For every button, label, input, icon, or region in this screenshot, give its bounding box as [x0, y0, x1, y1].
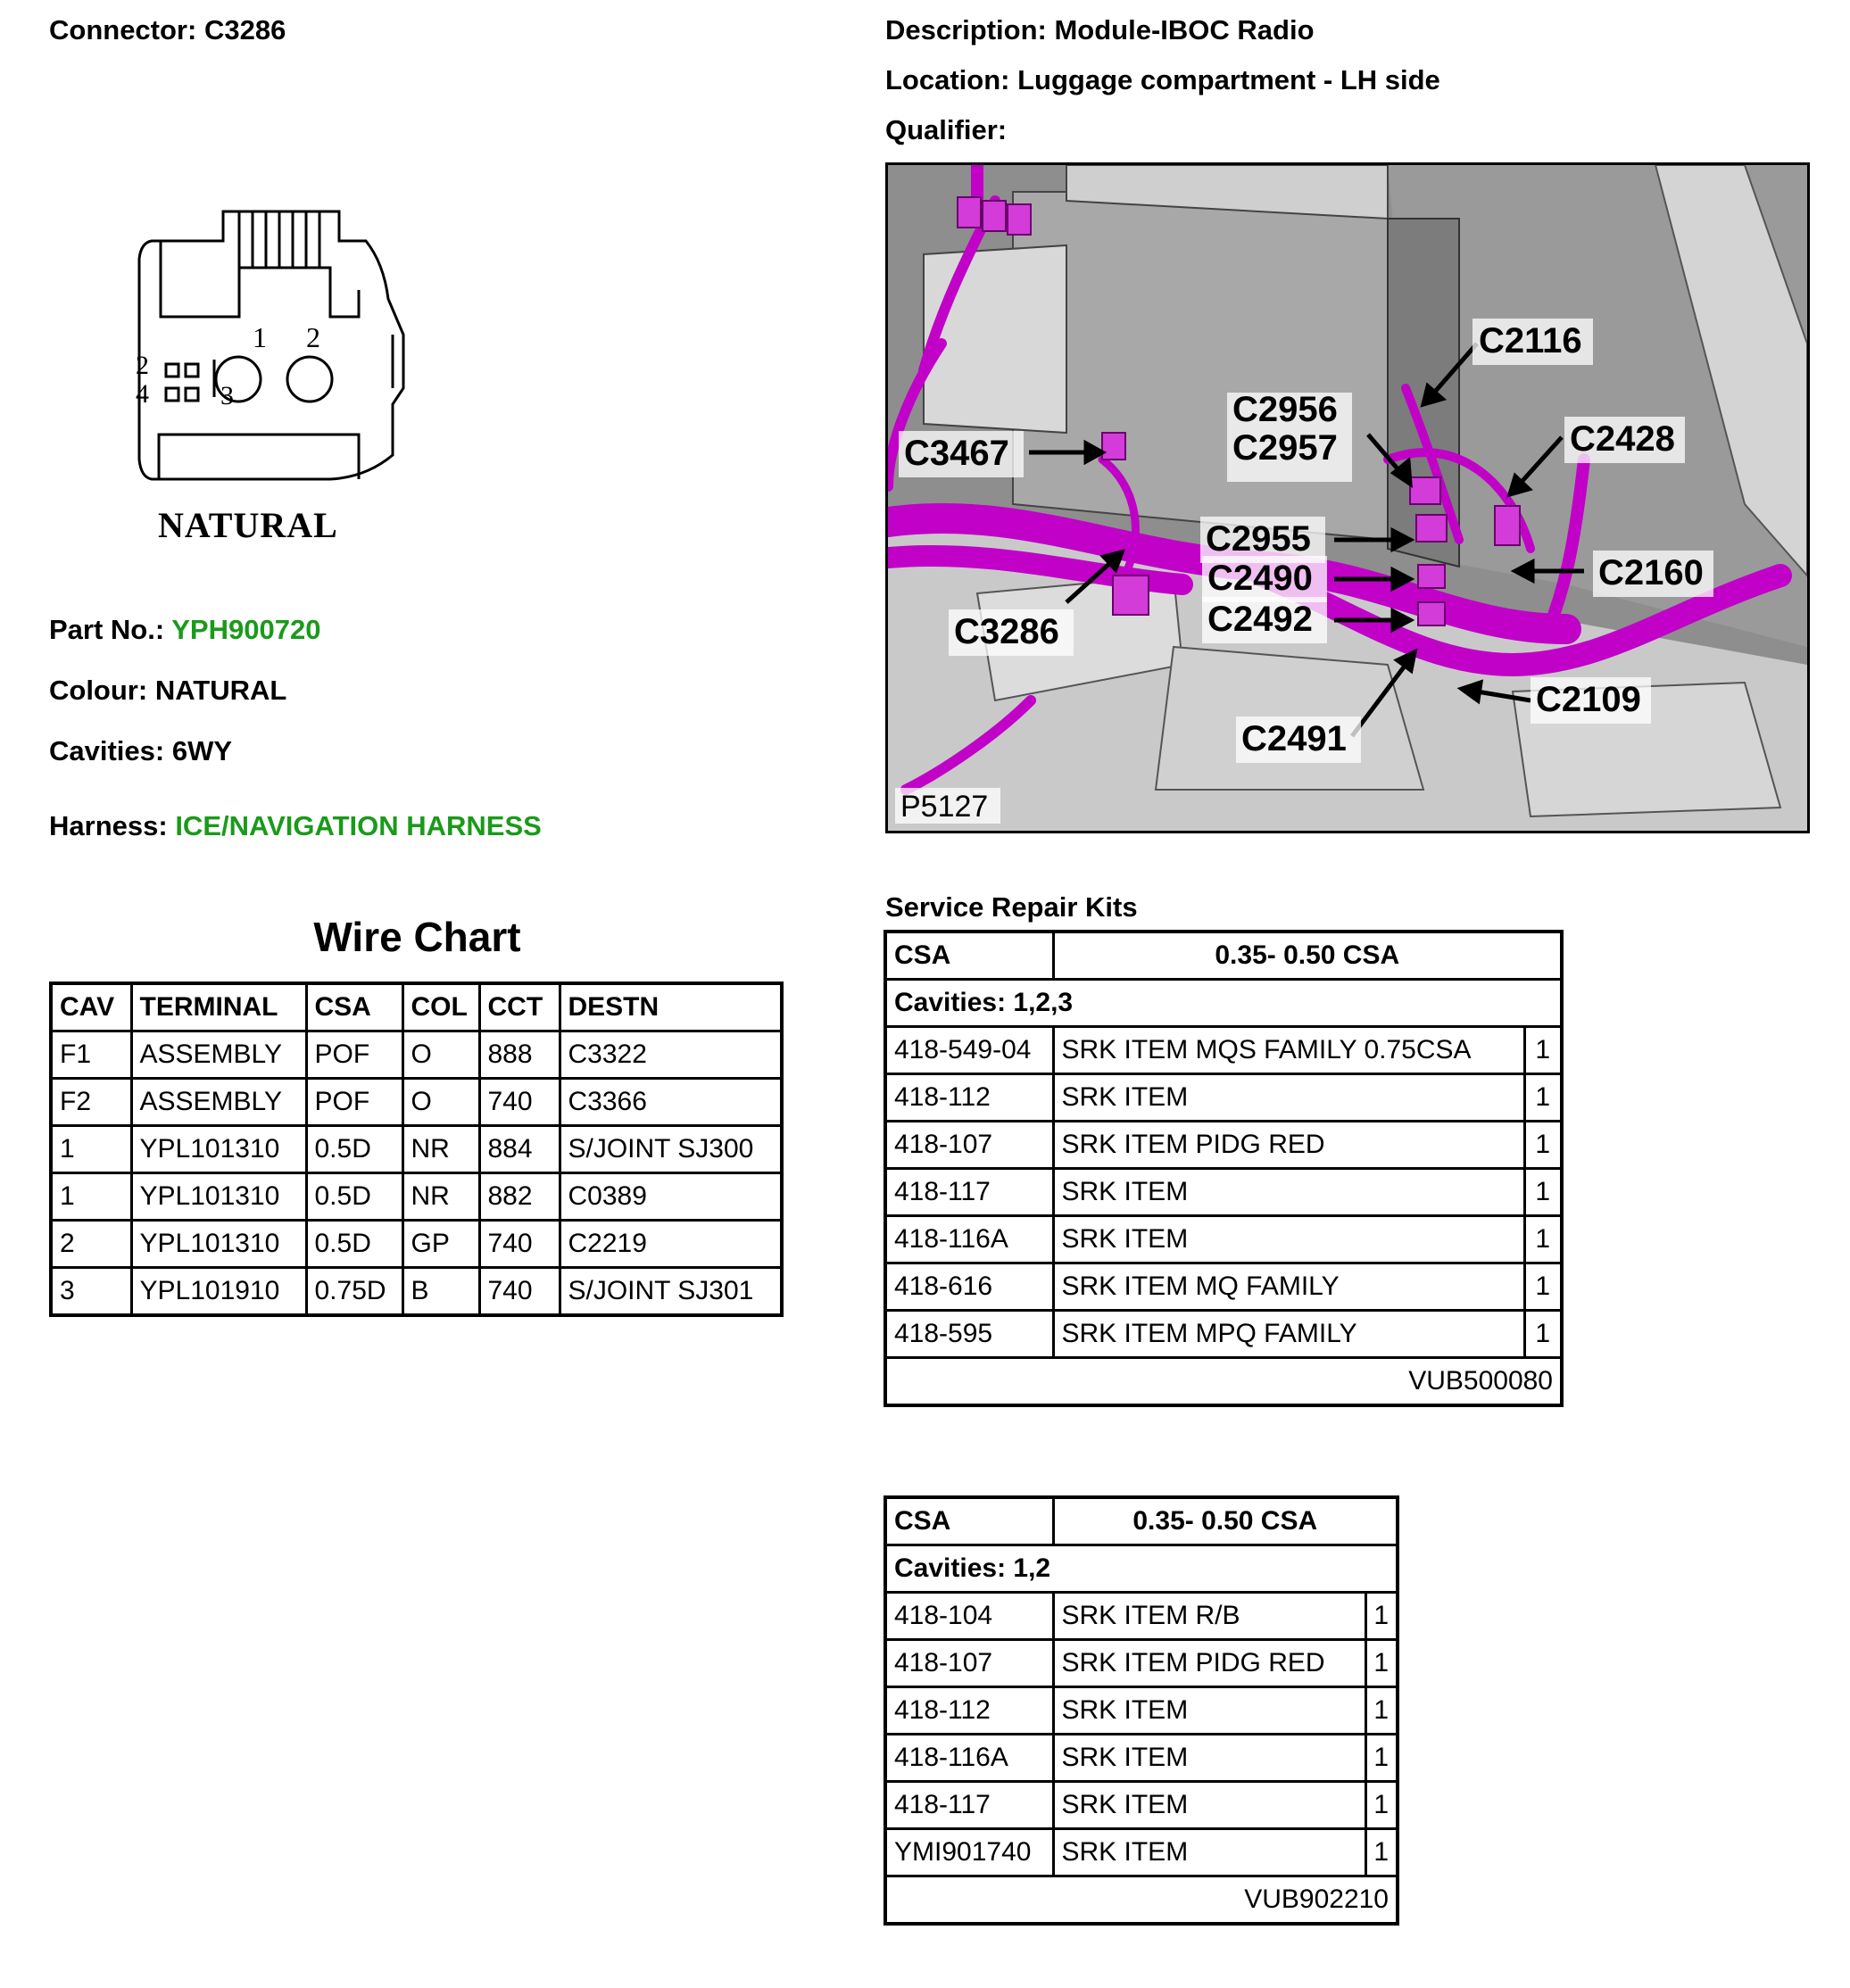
location-photo [885, 162, 1810, 833]
cell-cav: 2 [51, 1221, 131, 1268]
kit-part-number: 418-549-04 [885, 1027, 1053, 1074]
table-row [51, 1031, 782, 1079]
col-terminal: TERMINAL [131, 983, 306, 1031]
cell-cct: 740 [479, 1221, 560, 1268]
kit-csa-value: 0.35- 0.50 CSA [1053, 932, 1562, 980]
photo-label-c2957: C2957 [1232, 428, 1338, 468]
cell-csa: 0.5D [306, 1173, 402, 1221]
kit-item-description: SRK ITEM [1053, 1216, 1524, 1263]
wire-chart-table [49, 982, 784, 1317]
cell-terminal: YPL101910 [131, 1268, 306, 1316]
cell-cav: F1 [51, 1031, 131, 1079]
kit-item-qty: 1 [1524, 1074, 1562, 1122]
list-item [885, 1782, 1398, 1829]
kit-item-description: SRK ITEM MPQ FAMILY [1053, 1311, 1524, 1358]
kit-part-number: 418-107 [885, 1122, 1053, 1169]
location-value: Luggage compartment - LH side [1017, 64, 1440, 95]
cell-destn: C3322 [560, 1031, 782, 1079]
pin-label-3: 3 [220, 381, 234, 410]
pin-label-4: 4 [136, 379, 149, 409]
kit-part-number: 418-595 [885, 1311, 1053, 1358]
list-item [885, 1829, 1398, 1876]
kit-item-description: SRK ITEM [1053, 1735, 1365, 1782]
part-number-label: Part No.: [49, 614, 165, 645]
cell-col: NR [402, 1173, 479, 1221]
harness-value[interactable]: ICE/NAVIGATION HARNESS [175, 810, 542, 841]
kit-item-description: SRK ITEM PIDG RED [1053, 1640, 1365, 1687]
kit-part-number: 418-112 [885, 1687, 1053, 1735]
part-number-value[interactable]: YPH900720 [171, 614, 321, 645]
photo-label-c2109: C2109 [1536, 680, 1641, 719]
cell-cct: 888 [479, 1031, 560, 1079]
cell-col: NR [402, 1126, 479, 1173]
cell-col: O [402, 1079, 479, 1126]
kit-part-number: 418-112 [885, 1074, 1053, 1122]
photo-label-c3286: C3286 [954, 612, 1059, 651]
kit-number-row [885, 1876, 1398, 1925]
photo-label-c2955: C2955 [1206, 519, 1311, 559]
pin-label-1: 1 [253, 321, 267, 353]
harness-label: Harness: [49, 810, 168, 841]
cell-col: O [402, 1031, 479, 1079]
kit-cavities-row [885, 1545, 1398, 1593]
kit-part-number: 418-116A [885, 1735, 1053, 1782]
photo-label-c2490: C2490 [1207, 559, 1313, 598]
table-row [51, 1173, 782, 1221]
colour-line [49, 676, 286, 704]
kit-cavities: Cavities: 1,2 [885, 1545, 1398, 1593]
col-destn: DESTN [560, 983, 782, 1031]
qualifier-label: Qualifier: [885, 114, 1008, 145]
cell-destn: C3366 [560, 1079, 782, 1126]
pin-label-2: 2 [306, 321, 320, 353]
kit-item-description: SRK ITEM PIDG RED [1053, 1122, 1524, 1169]
kit-item-description: SRK ITEM [1053, 1687, 1365, 1735]
kit-item-description: SRK ITEM [1053, 1782, 1365, 1829]
cell-csa: 0.5D [306, 1126, 402, 1173]
photo-label-c2492: C2492 [1207, 600, 1313, 639]
kit-item-qty: 1 [1524, 1311, 1562, 1358]
kit-item-qty: 1 [1524, 1216, 1562, 1263]
kit-item-qty: 1 [1365, 1782, 1398, 1829]
col-cav: CAV [51, 983, 131, 1031]
cell-csa: 0.75D [306, 1268, 402, 1316]
connector-value: C3286 [203, 14, 286, 46]
list-item [885, 1027, 1562, 1074]
cell-cct: 882 [479, 1173, 560, 1221]
cell-cct: 884 [479, 1126, 560, 1173]
cell-destn: S/JOINT SJ301 [560, 1268, 782, 1316]
repair-kit-table-2 [884, 1495, 1399, 1926]
table-row [51, 1126, 782, 1173]
cell-csa: 0.5D [306, 1221, 402, 1268]
list-item [885, 1263, 1562, 1311]
kit-cavities: Cavities: 1,2,3 [885, 980, 1562, 1027]
photo-code: P5127 [900, 790, 989, 824]
kit-part-number: 418-104 [885, 1593, 1053, 1640]
cell-cct: 740 [479, 1268, 560, 1316]
kit-item-description: SRK ITEM MQS FAMILY 0.75CSA [1053, 1027, 1524, 1074]
cell-col: B [402, 1268, 479, 1316]
cell-terminal: YPL101310 [131, 1173, 306, 1221]
list-item [885, 1735, 1398, 1782]
kit-item-qty: 1 [1524, 1027, 1562, 1074]
col-cct: CCT [479, 983, 560, 1031]
list-item [885, 1593, 1398, 1640]
wire-chart-title: Wire Chart [313, 914, 521, 960]
cell-destn: S/JOINT SJ300 [560, 1126, 782, 1173]
cell-terminal: ASSEMBLY [131, 1079, 306, 1126]
kit-number-row [885, 1358, 1562, 1406]
kit-item-description: SRK ITEM R/B [1053, 1593, 1365, 1640]
list-item [885, 1074, 1562, 1122]
cell-cav: 3 [51, 1268, 131, 1316]
wire-chart-header-row [51, 983, 782, 1031]
kit-csa-label: CSA [885, 932, 1053, 980]
service-repair-kits-title: Service Repair Kits [885, 891, 1138, 923]
kit-csa-value: 0.35- 0.50 CSA [1053, 1497, 1398, 1545]
cell-terminal: YPL101310 [131, 1126, 306, 1173]
description-line [885, 16, 1315, 44]
photo-label-c2116: C2116 [1479, 321, 1582, 360]
cell-csa: POF [306, 1079, 402, 1126]
photo-label-c2160: C2160 [1598, 553, 1704, 592]
location-line [885, 66, 1440, 94]
part-number-line [49, 616, 320, 643]
kit-item-qty: 1 [1524, 1122, 1562, 1169]
connector-label: Connector: [49, 14, 197, 46]
kit-cavities-row [885, 980, 1562, 1027]
kit-item-qty: 1 [1365, 1735, 1398, 1782]
cavities-label: Cavities: [49, 735, 165, 766]
cavities-value: 6WY [171, 735, 233, 766]
colour-label: Colour: [49, 675, 148, 706]
cell-col: GP [402, 1221, 479, 1268]
kit-number: VUB902210 [885, 1876, 1398, 1925]
kit-part-number: 418-117 [885, 1169, 1053, 1216]
col-col: COL [402, 983, 479, 1031]
connector-colour-caption: NATURAL [158, 505, 338, 545]
list-item [885, 1169, 1562, 1216]
col-csa: CSA [306, 983, 402, 1031]
table-row [51, 1268, 782, 1316]
location-photo-illustration [888, 165, 1807, 831]
kit-csa-label: CSA [885, 1497, 1053, 1545]
kit-csa-row [885, 932, 1562, 980]
kit-part-number: 418-616 [885, 1263, 1053, 1311]
cell-cav: 1 [51, 1173, 131, 1221]
list-item [885, 1216, 1562, 1263]
repair-kit-table-1 [884, 930, 1564, 1407]
kit-item-qty: 1 [1365, 1593, 1398, 1640]
cell-destn: C2219 [560, 1221, 782, 1268]
kit-item-description: SRK ITEM [1053, 1074, 1524, 1122]
photo-label-c2491: C2491 [1241, 719, 1347, 758]
cell-cav: F2 [51, 1079, 131, 1126]
kit-item-qty: 1 [1365, 1687, 1398, 1735]
kit-item-qty: 1 [1365, 1640, 1398, 1687]
kit-item-qty: 1 [1524, 1263, 1562, 1311]
list-item [885, 1640, 1398, 1687]
list-item [885, 1687, 1398, 1735]
photo-label-c3467: C3467 [904, 434, 1009, 473]
kit-item-description: SRK ITEM MQ FAMILY [1053, 1263, 1524, 1311]
pin-label-2-left: 2 [136, 351, 149, 380]
kit-part-number: 418-116A [885, 1216, 1053, 1263]
cell-destn: C0389 [560, 1173, 782, 1221]
cell-csa: POF [306, 1031, 402, 1079]
table-row [51, 1079, 782, 1126]
kit-part-number: 418-117 [885, 1782, 1053, 1829]
location-label: Location: [885, 64, 1010, 95]
kit-part-number: YMI901740 [885, 1829, 1053, 1876]
kit-item-qty: 1 [1524, 1169, 1562, 1216]
kit-csa-row [885, 1497, 1398, 1545]
cell-terminal: ASSEMBLY [131, 1031, 306, 1079]
harness-line [49, 812, 542, 840]
kit-part-number: 418-107 [885, 1640, 1053, 1687]
table-row [51, 1221, 782, 1268]
cell-cct: 740 [479, 1079, 560, 1126]
photo-label-c2428: C2428 [1570, 419, 1675, 459]
photo-label-c2956: C2956 [1232, 390, 1338, 429]
kit-item-description: SRK ITEM [1053, 1169, 1524, 1216]
kit-number: VUB500080 [885, 1358, 1562, 1406]
colour-value: NATURAL [154, 675, 287, 706]
list-item [885, 1122, 1562, 1169]
cell-cav: 1 [51, 1126, 131, 1173]
list-item [885, 1311, 1562, 1358]
kit-item-qty: 1 [1365, 1829, 1398, 1876]
connector-line [49, 16, 286, 44]
description-value: Module-IBOC Radio [1054, 14, 1315, 46]
kit-item-description: SRK ITEM [1053, 1829, 1365, 1876]
cavities-line [49, 737, 232, 765]
cell-terminal: YPL101310 [131, 1221, 306, 1268]
description-label: Description: [885, 14, 1047, 46]
